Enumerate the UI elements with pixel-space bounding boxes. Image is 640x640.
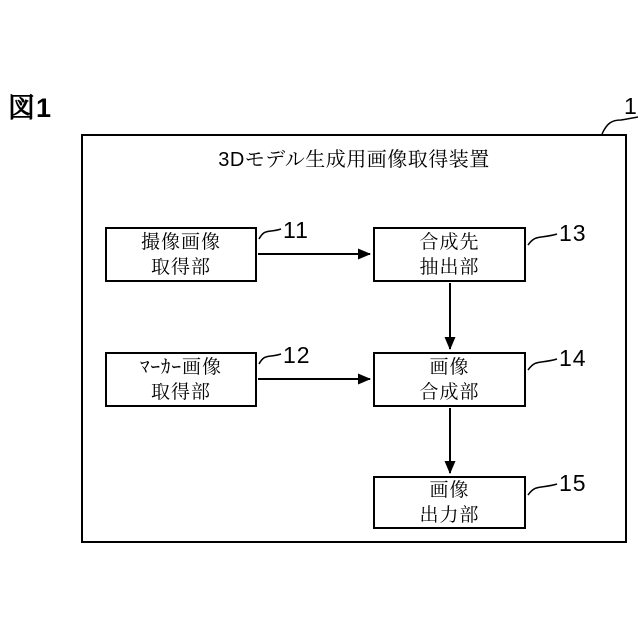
device-title: 3Dモデル生成用画像取得装置 <box>218 149 490 171</box>
block-composition-target-extraction <box>373 227 526 282</box>
device-boundary-box <box>81 134 627 543</box>
block-label-line: 画像 <box>429 356 470 378</box>
block-image-composition <box>373 352 526 407</box>
ref-numeral-11: 11 <box>283 217 309 243</box>
block-label-line: 抽出部 <box>419 256 480 278</box>
block-captured-image-acquisition <box>105 227 257 282</box>
figure-label: 図1 <box>8 93 53 123</box>
block-label-line: ﾏｰｶｰ画像 <box>139 356 222 378</box>
block-label-line: 合成部 <box>419 381 480 403</box>
block-label-line: 合成先 <box>419 231 480 253</box>
block-label-line: 取得部 <box>150 381 211 403</box>
ref-numeral-1: 1 <box>624 93 638 119</box>
block-label-line: 撮像画像 <box>140 231 221 253</box>
ref-numeral-12: 12 <box>283 342 311 368</box>
block-label-line: 出力部 <box>419 504 480 526</box>
block-label-line: 取得部 <box>150 256 211 278</box>
block-image-output <box>373 476 526 529</box>
block-marker-image-acquisition <box>105 352 257 407</box>
ref-numeral-13: 13 <box>559 220 587 246</box>
ref-numeral-15: 15 <box>559 470 587 496</box>
block-label-line: 画像 <box>429 479 470 501</box>
ref-numeral-14: 14 <box>559 345 587 371</box>
